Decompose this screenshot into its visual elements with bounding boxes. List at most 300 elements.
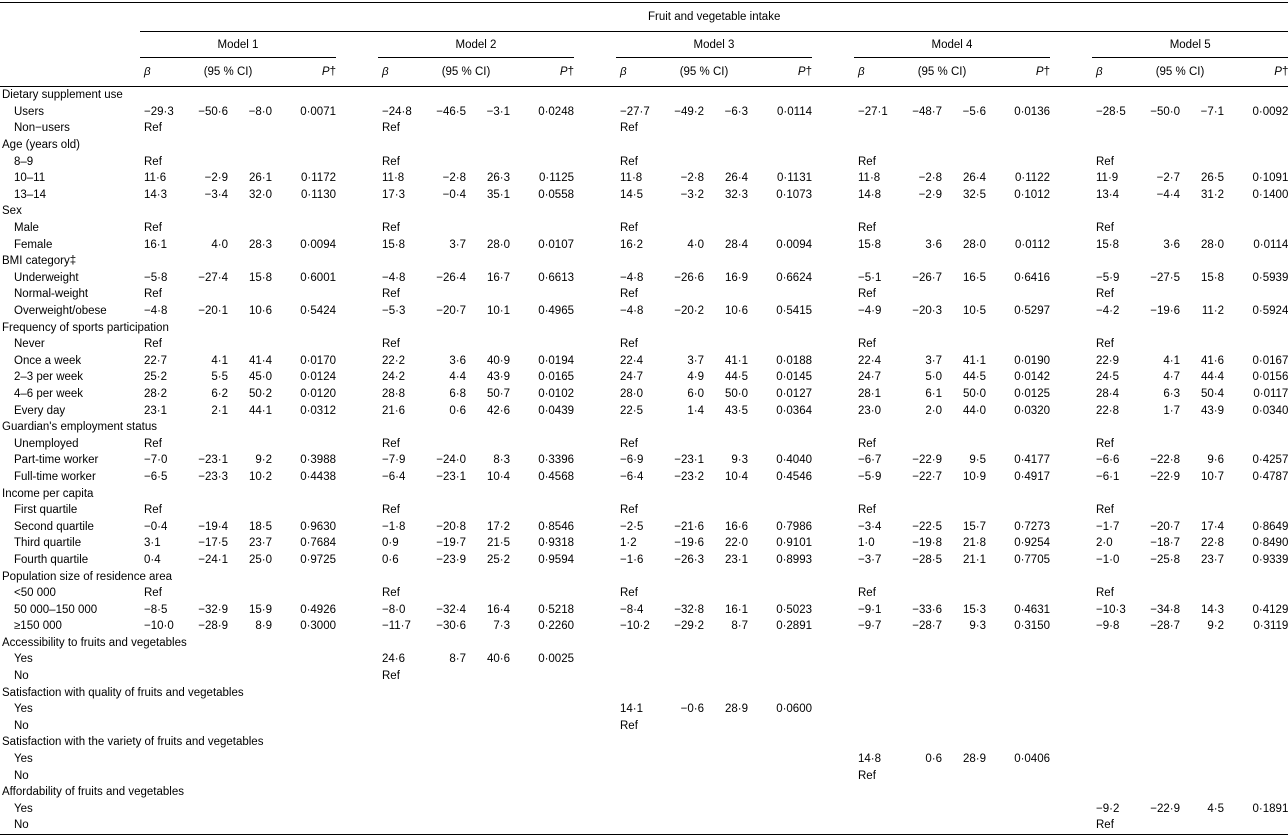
beta-cell: −5·9 <box>1096 271 1120 284</box>
beta-cell: Ref <box>144 122 162 135</box>
ci-upper-cell: 28·3 <box>248 238 272 251</box>
ci-upper-cell <box>942 502 986 519</box>
ci-upper-cell <box>228 585 272 602</box>
beta-cell: Ref <box>1096 504 1114 517</box>
row-label: Yes <box>14 653 33 666</box>
beta-cell <box>1092 767 1136 784</box>
ci-lower-cell: 2·0 <box>925 404 942 417</box>
ci-upper-cell: −5·6 <box>962 105 986 118</box>
model-header-row <box>0 32 1288 58</box>
ci-lower-cell <box>184 585 228 602</box>
row-label: 2–3 per week <box>14 371 84 384</box>
ci-lower-cell <box>898 153 942 170</box>
p-value-cell: 0·0156 <box>1252 371 1288 384</box>
ci-upper-cell: 16·5 <box>962 271 986 284</box>
ci-upper-cell <box>942 668 986 685</box>
ci-lower-cell <box>184 718 228 735</box>
beta-cell: −8·4 <box>620 603 644 616</box>
ci-upper-cell: 44·4 <box>1200 371 1224 384</box>
beta-cell: Ref <box>858 504 876 517</box>
beta-cell: Ref <box>382 504 400 517</box>
ci-lower-cell <box>1136 585 1180 602</box>
ci-lower-cell: 1·7 <box>1163 404 1180 417</box>
category-row <box>0 734 1288 751</box>
table-row <box>0 601 1288 618</box>
p-value-cell <box>510 585 574 602</box>
ci-upper-cell <box>1180 435 1224 452</box>
ci-upper-cell: 18·5 <box>248 520 272 533</box>
ci-upper-cell: 10·4 <box>724 470 748 483</box>
ci-upper-cell: 45·0 <box>248 371 272 384</box>
ci-upper-cell: 10·6 <box>724 305 748 318</box>
ci-upper-cell <box>228 435 272 452</box>
p-value-cell: 0·5939 <box>1252 271 1288 284</box>
ci-lower-cell: 6·8 <box>449 387 466 400</box>
beta-cell: 0·6 <box>382 553 399 566</box>
ci-lower-cell: −22·5 <box>912 520 942 533</box>
ci-upper-cell <box>228 817 272 834</box>
ci-lower-cell: 6·0 <box>687 387 704 400</box>
ci-lower-cell: 8·7 <box>449 653 466 666</box>
row-label: <50 000 <box>14 587 56 600</box>
ci-lower-cell <box>1136 120 1180 137</box>
ci-upper-cell: 43·9 <box>486 371 510 384</box>
p-value-cell <box>1224 751 1288 768</box>
ci-upper-cell <box>228 153 272 170</box>
ci-lower-cell <box>1136 336 1180 353</box>
beta-cell: 15·8 <box>382 238 406 251</box>
ci-lower-cell: −3·2 <box>680 188 704 201</box>
beta-cell: −4·8 <box>620 305 644 318</box>
ci-lower-cell <box>660 286 704 303</box>
beta-cell: Ref <box>144 338 162 351</box>
ci-lower-cell: −20·7 <box>436 305 466 318</box>
beta-cell: 2·0 <box>1096 537 1113 550</box>
row-label: No <box>0 817 140 834</box>
ci-lower-cell <box>1136 718 1180 735</box>
row-label: First quartile <box>14 504 78 517</box>
table-row <box>0 402 1288 419</box>
ci-lower-cell: 1·4 <box>687 404 704 417</box>
ci-upper-cell: 15·7 <box>962 520 986 533</box>
p-value-cell <box>748 651 812 668</box>
category-label: Affordability of fruits and vegetables <box>2 786 184 799</box>
ci-lower-cell: −50·6 <box>198 105 228 118</box>
ci-upper-cell: −6·3 <box>724 105 748 118</box>
row-label: Yes <box>14 802 33 815</box>
p-value-cell: 0·0558 <box>538 188 574 201</box>
ci-lower-cell <box>422 801 466 818</box>
ci-lower-cell <box>898 701 942 718</box>
ci-lower-cell: −25·8 <box>1150 553 1180 566</box>
beta-cell: −6·7 <box>858 454 882 467</box>
ci-lower-cell: −49·2 <box>674 105 704 118</box>
beta-cell: 11·8 <box>858 172 881 185</box>
beta-cell: Ref <box>620 122 638 135</box>
category-label: Sex <box>2 205 22 218</box>
beta-cell: −11·7 <box>382 620 411 633</box>
p-value-cell <box>510 435 574 452</box>
ci-lower-cell <box>184 751 228 768</box>
beta-cell: Ref <box>1092 817 1136 834</box>
ci-lower-cell: 5·0 <box>925 371 942 384</box>
ci-lower-cell: 3·7 <box>687 354 704 367</box>
ci-lower-cell <box>898 336 942 353</box>
p-value-cell: 0·4917 <box>1014 470 1050 483</box>
p-value-cell: 0·9630 <box>300 520 336 533</box>
ci-lower-cell <box>898 767 942 784</box>
beta-cell <box>140 718 184 735</box>
p-value-cell: 0·0112 <box>1015 238 1050 251</box>
p-value-cell <box>748 220 812 237</box>
beta-cell: −27·7 <box>620 105 650 118</box>
p-value-cell: 0·9101 <box>776 537 812 550</box>
ci-upper-cell: 10·6 <box>248 305 272 318</box>
p-value-cell: 0·5218 <box>538 603 574 616</box>
ci-upper-cell: 25·0 <box>248 553 272 566</box>
p-value-cell: 0·9594 <box>538 553 574 566</box>
ci-upper-cell: 16·7 <box>486 271 510 284</box>
row-label: 10–11 <box>14 172 46 185</box>
ci-lower-cell: −0·4 <box>442 188 466 201</box>
ci-lower-cell: 4·9 <box>687 371 704 384</box>
ci-lower-cell: −26·6 <box>674 271 704 284</box>
beta-cell: Ref <box>382 338 400 351</box>
category-label: Satisfaction with quality of fruits and vegetables <box>2 686 244 699</box>
beta-cell: Ref <box>144 288 162 301</box>
ci-upper-cell <box>704 502 748 519</box>
ci-upper-cell: 43·5 <box>724 404 748 417</box>
ci-upper-cell: 28·0 <box>486 238 510 251</box>
beta-cell <box>854 801 898 818</box>
ci-lower-cell <box>184 435 228 452</box>
p-value-cell: 0·1400 <box>1252 188 1288 201</box>
ci-lower-cell: 0·6 <box>449 404 466 417</box>
beta-cell: Ref <box>858 338 876 351</box>
ci-lower-cell: 4·4 <box>449 371 466 384</box>
p-value-cell <box>986 220 1050 237</box>
ci-lower-cell: −32·8 <box>674 603 704 616</box>
ci-upper-cell <box>466 435 510 452</box>
beta-cell <box>1092 718 1136 735</box>
category-row <box>0 137 1288 154</box>
p-value-cell <box>1224 220 1288 237</box>
beta-cell: −6·6 <box>1096 454 1120 467</box>
ci-upper-cell <box>1180 120 1224 137</box>
p-value-cell: 0·6001 <box>300 271 336 284</box>
ci-lower-cell: −21·6 <box>674 520 704 533</box>
beta-cell: 14·5 <box>620 188 644 201</box>
p-value-cell <box>272 801 336 818</box>
p-value-cell: 0·0117 <box>1253 387 1288 400</box>
p-value-cell: 0·8490 <box>1252 537 1288 550</box>
ci-lower-cell <box>1136 435 1180 452</box>
ci-lower-cell: 4·1 <box>211 354 228 367</box>
ci-lower-cell <box>898 220 942 237</box>
ci-lower-cell: −28·5 <box>912 553 942 566</box>
ci-upper-cell <box>228 668 272 685</box>
ci-lower-cell: −22·9 <box>1150 802 1180 815</box>
p-value-cell: 0·0092 <box>1252 105 1288 118</box>
p-value-cell: 0·2891 <box>776 620 812 633</box>
beta-cell <box>616 751 660 768</box>
p-value-cell <box>272 120 336 137</box>
beta-cell: 22·8 <box>1096 404 1120 417</box>
p-value-cell: 0·4177 <box>1014 454 1050 467</box>
ci-lower-cell <box>660 220 704 237</box>
ci-lower-cell: −28·9 <box>198 620 228 633</box>
ci-upper-cell: 9·3 <box>731 454 748 467</box>
beta-cell <box>854 668 898 685</box>
p-value-cell: 0·1122 <box>1015 172 1050 185</box>
ci-lower-cell: 6·2 <box>211 387 228 400</box>
ci-lower-cell <box>184 701 228 718</box>
p-value-cell: 0·4926 <box>300 603 336 616</box>
p-value-cell <box>748 751 812 768</box>
ci-lower-cell: 0·6 <box>925 753 942 766</box>
p-value-cell: 0·5297 <box>1014 305 1050 318</box>
ci-lower-cell: −22·7 <box>912 470 942 483</box>
table-row <box>0 651 1288 668</box>
table-row <box>0 502 1288 519</box>
beta-cell: Ref <box>382 670 400 683</box>
row-label: Fourth quartile <box>14 553 89 566</box>
p-footnote-mark: † <box>329 66 336 78</box>
p-value-cell <box>986 701 1050 718</box>
p-value-cell <box>986 817 1050 834</box>
ci-lower-cell: 3·7 <box>925 354 942 367</box>
beta-cell: 14·8 <box>858 753 882 766</box>
table-row <box>0 153 1288 170</box>
p-value-cell: 0·6416 <box>1014 271 1050 284</box>
beta-cell: Ref <box>144 587 162 600</box>
p-value-cell <box>748 502 812 519</box>
p-value-cell <box>748 767 812 784</box>
ci-upper-cell <box>466 502 510 519</box>
beta-cell: −9·8 <box>1096 620 1120 633</box>
beta-cell: Ref <box>858 155 876 168</box>
ci-lower-cell <box>1136 502 1180 519</box>
p-value-cell: 0·1131 <box>777 172 812 185</box>
ci-upper-cell: 14·3 <box>1200 603 1224 616</box>
beta-cell <box>1092 701 1136 718</box>
ci-upper-cell <box>1180 668 1224 685</box>
ci-upper-cell <box>1180 651 1224 668</box>
ci-upper-cell: 21·1 <box>962 553 986 566</box>
beta-cell: Ref <box>382 155 400 168</box>
beta-cell: −10·3 <box>1096 603 1126 616</box>
ci-lower-cell: −32·4 <box>436 603 466 616</box>
ci-upper-cell: 41·1 <box>962 354 986 367</box>
p-value-cell <box>748 286 812 303</box>
ci-lower-cell: −27·5 <box>1150 271 1180 284</box>
table-row <box>0 236 1288 253</box>
p-value-cell: 0·3119 <box>1253 620 1288 633</box>
beta-cell <box>616 817 660 834</box>
ci-upper-cell: 44·5 <box>962 371 986 384</box>
ci-upper-cell: 10·2 <box>248 470 272 483</box>
ci-lower-cell: −2·9 <box>918 188 942 201</box>
p-value-cell <box>748 668 812 685</box>
beta-cell: Ref <box>144 155 162 168</box>
beta-cell: −6·1 <box>1096 470 1120 483</box>
beta-cell <box>378 718 422 735</box>
p-value-cell: 0·0170 <box>300 354 336 367</box>
p-value-cell <box>510 718 574 735</box>
ci-lower-cell <box>1136 220 1180 237</box>
beta-cell <box>378 801 422 818</box>
category-row <box>0 203 1288 220</box>
table-row <box>0 120 1288 137</box>
p-value-cell: 0·0094 <box>776 238 812 251</box>
p-value-cell: 0·4438 <box>300 470 336 483</box>
beta-cell: −24·8 <box>382 105 412 118</box>
ci-lower-cell <box>422 751 466 768</box>
ci-upper-cell: 26·3 <box>486 172 510 185</box>
beta-column-header: β <box>378 58 422 87</box>
ci-lower-cell: 4·1 <box>1163 354 1180 367</box>
beta-cell: 24·7 <box>620 371 644 384</box>
ci-lower-cell <box>898 817 942 834</box>
p-value-cell <box>272 718 336 735</box>
p-value-cell: 0·8993 <box>776 553 812 566</box>
beta-cell: 28·8 <box>382 387 406 400</box>
category-label: Accessibility to fruits and vegetables <box>2 636 187 649</box>
ci-lower-cell: −46·5 <box>436 105 466 118</box>
ci-upper-cell: 22·0 <box>724 537 748 550</box>
p-value-cell: 0·0125 <box>1014 387 1050 400</box>
beta-cell: 11·9 <box>1096 172 1119 185</box>
beta-cell: 15·8 <box>1096 238 1120 251</box>
ci-upper-cell <box>704 817 748 834</box>
ci-lower-cell <box>1136 767 1180 784</box>
ci-upper-cell <box>1180 767 1224 784</box>
beta-cell: 28·4 <box>1096 387 1120 400</box>
p-column-header <box>748 58 812 87</box>
ci-upper-cell: 9·6 <box>1207 454 1224 467</box>
ci-column-header: (95 % CI) <box>422 58 510 87</box>
ci-upper-cell <box>942 220 986 237</box>
table-row <box>0 801 1288 818</box>
ci-lower-cell <box>422 220 466 237</box>
p-value-cell <box>272 701 336 718</box>
p-value-cell <box>1224 286 1288 303</box>
ci-lower-cell <box>660 751 704 768</box>
ci-lower-cell <box>1136 817 1180 834</box>
p-label: P <box>321 66 330 78</box>
beta-cell: Ref <box>620 719 638 732</box>
table-row <box>0 369 1288 386</box>
p-value-cell: 0·1012 <box>1014 188 1050 201</box>
ci-upper-cell <box>228 502 272 519</box>
category-row <box>0 485 1288 502</box>
row-label: No <box>14 769 29 782</box>
p-label: P <box>559 66 568 78</box>
p-value-cell: 0·0194 <box>538 354 574 367</box>
p-value-cell: 0·0114 <box>777 105 812 118</box>
ci-lower-cell <box>660 435 704 452</box>
ci-upper-cell <box>228 701 272 718</box>
ci-lower-cell <box>898 286 942 303</box>
beta-cell: 23·1 <box>144 404 168 417</box>
p-value-cell: 0·3396 <box>538 454 574 467</box>
table-row <box>0 668 1288 685</box>
p-value-cell <box>986 435 1050 452</box>
p-value-cell <box>986 767 1050 784</box>
beta-cell: 11·6 <box>144 172 167 185</box>
beta-cell: 15·8 <box>858 238 882 251</box>
ci-upper-cell <box>942 585 986 602</box>
model-3-header: Model 3 <box>616 32 812 58</box>
beta-cell: −5·8 <box>144 271 168 284</box>
ci-upper-cell: 42·6 <box>486 404 510 417</box>
p-value-cell <box>510 801 574 818</box>
row-label: ≥150 000 <box>14 620 62 633</box>
p-value-cell <box>272 751 336 768</box>
p-value-cell: 0·0102 <box>538 387 574 400</box>
results-table <box>0 2 1288 835</box>
model-2-header: Model 2 <box>378 32 574 58</box>
ci-lower-cell: −19·6 <box>674 537 704 550</box>
ci-lower-cell <box>422 718 466 735</box>
ci-lower-cell: −32·9 <box>198 603 228 616</box>
ci-upper-cell <box>942 336 986 353</box>
p-value-cell <box>1224 336 1288 353</box>
beta-cell: Ref <box>382 437 400 450</box>
p-value-cell <box>748 153 812 170</box>
ci-upper-cell: 11·2 <box>1201 305 1224 318</box>
ci-upper-cell: 7·3 <box>493 620 510 633</box>
p-value-cell: 0·0124 <box>300 371 336 384</box>
ci-lower-cell: −23·1 <box>198 454 228 467</box>
beta-cell <box>854 651 898 668</box>
beta-cell: −5·3 <box>382 305 406 318</box>
ci-lower-cell: −50·0 <box>1150 105 1180 118</box>
p-value-cell <box>1224 120 1288 137</box>
table-row <box>0 767 1288 784</box>
ci-upper-cell <box>1180 286 1224 303</box>
ci-lower-cell: −3·4 <box>204 188 228 201</box>
ci-lower-cell <box>898 120 942 137</box>
beta-cell <box>854 718 898 735</box>
p-value-cell: 0·0120 <box>300 387 336 400</box>
ci-upper-cell <box>704 220 748 237</box>
beta-cell: Ref <box>620 587 638 600</box>
column-header-row <box>0 58 1288 87</box>
ci-upper-cell: 4·5 <box>1207 802 1224 815</box>
ci-lower-cell <box>660 817 704 834</box>
table-row <box>0 270 1288 287</box>
p-value-cell <box>1224 502 1288 519</box>
p-value-cell: 0·7684 <box>300 537 336 550</box>
p-value-cell <box>748 718 812 735</box>
ci-lower-cell <box>660 585 704 602</box>
beta-cell: 11·8 <box>620 172 643 185</box>
p-value-cell: 0·7986 <box>776 520 812 533</box>
p-value-cell: 0·0142 <box>1014 371 1050 384</box>
beta-cell: Ref <box>620 155 638 168</box>
p-value-cell: 0·7705 <box>1014 553 1050 566</box>
ci-upper-cell: 32·5 <box>962 188 986 201</box>
category-row <box>0 635 1288 652</box>
beta-cell: 1·2 <box>620 537 637 550</box>
ci-lower-cell: 3·6 <box>1163 238 1180 251</box>
p-value-cell: 0·8649 <box>1252 520 1288 533</box>
p-value-cell <box>748 585 812 602</box>
p-value-cell: 0·4965 <box>538 305 574 318</box>
beta-cell: −7·0 <box>144 454 168 467</box>
beta-cell: Ref <box>1096 288 1114 301</box>
